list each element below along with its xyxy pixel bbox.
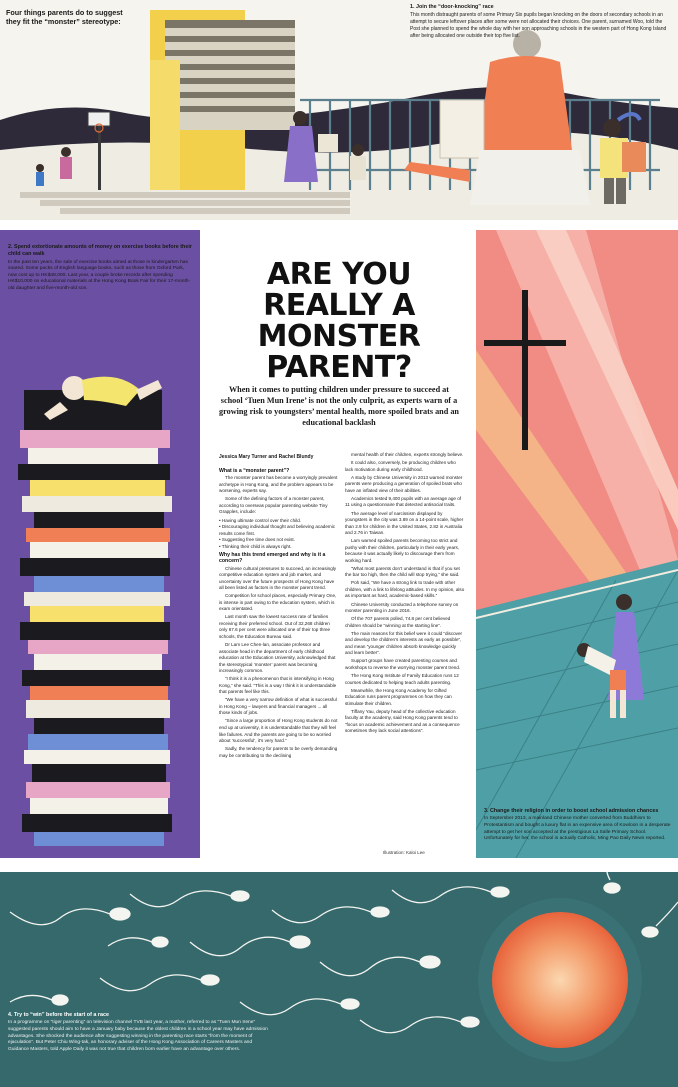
paragraph: Tiffany Yau, deputy head of the collective education faculty at the academy, said Hong Kong parents tend to “focus on academic achievement and as a consequence sometimes they lack social attentions”. [345,708,460,734]
bottom-illustration-band [0,872,678,1087]
caption-body: In September 2013, a mainland Chinese mother converted from Buddhism to Protestantism and bought a luxury flat in an expensive area of Kowloon in a desperate attempt to get her son accepted at the prestigious La Salle Primary School. Unfortunately for her, the school is actually Catholic, Ming Pao Daily News reported. [484,816,671,842]
list-item: • Suggesting free time does not exist. [219,537,295,543]
paragraph: Dr Lam Lee Chen-lan, associate professor and associate head in the department of early childhood education at the Education University, acknowledged that the stereotypical ‘monster’ parent was becoming increasingly common. [219,642,336,674]
paragraph: Support groups have created parenting courses and workshops to reverse the worrying monster parent trend. [345,658,461,670]
right-illustration-panel [476,230,678,858]
section-heading: What is a “monster parent”? [219,468,290,474]
paragraph: Of the 707 parents polled, 74.8 per cent believed children should be “winning at the starting line”. [345,616,451,628]
caption-heading: 4. Try to “win” before the start of a race [8,1012,109,1018]
byline: Jessica Mary Turner and Rachel Blundy [219,454,314,460]
paragraph: Competition for school places, especially Primary One, is intense in part owing to the education system, which is exam orientated. [219,593,337,612]
paragraph: The average level of narcissism displayed by youngsters in the city was 3.89 on a 14-point scale, higher than 2.9 for children in the United States, 2.82 in Australia and 2.76 in Taiwan. [345,510,464,536]
list-item: • Thinking their child is always right. [219,543,292,549]
caption-door-knocking [410,4,672,39]
paragraph: The monster parent has become a worryingly prevalent archetype in Hong Kong, and the problem appears to be worsening, experts say. [219,475,338,494]
article-column-2 [345,452,465,737]
caption-heading: 3. Change their religion in order to boost school admission chances [484,808,659,814]
paragraph: Lam warned spoiled parents becoming too strict and pushy with their children, particularly in their early years, because it was actually likely to discourage them from working hard. [345,538,460,563]
section-heading: Why has this trend emerged and why is it a concern? [219,552,326,565]
caption-heading: 1. Join the “door-knocking” race [410,4,494,10]
paragraph: “What most parents don’t understand is that if you set the bar too high, then the child will stop trying,” she said. [345,565,460,578]
paragraph: It could also, conversely, be producing children who lack motivation during early childhood. [345,460,456,472]
paragraph: “We have a very narrow definition of what is successful in Hong Kong – lawyers and financial managers ... all those kinds of jobs. [219,697,337,716]
headline: ARE YOU REALLY A MONSTER PARENT? [257,257,421,385]
article [205,230,473,858]
paragraph: Academics tested 9,400 pupils with an average age of 11 using a questionnaire that detected antisocial traits. [345,495,462,508]
paragraph: The Hong Kong Institute of Family Education runs 12 courses dedicated to helping teach adults parenting. [345,673,459,685]
paragraph: mental health of their children, experts strongly believe. [351,452,464,457]
paragraph: Chinese cultural pressures to succeed, an increasingly competitive education system and job market, and uncertainty over the future prospects of Hong Kong have all been listed as factors in the monster parent trend. [219,565,337,591]
caption-heading: 2. Spend extortionate amounts of money on exercise books before their child can walk [8,244,192,258]
caption-body: In the past ten years, the sale of exercise books aimed at those in kindergarten has soared. Some packs of English language books, such as those from Oxford Park, now cost up to HK$48,000. Last year, a couple broke records after spending HK$10,000 on educational materials at the Hong Kong Book Fair for their 17-month-old daughter and five-month-old son. [8,259,191,292]
paragraph: A study by Chinese University in 2013 warned monster parents were producing a generation of spoiled brats who have an inflated view of their abilities. [345,474,463,493]
caption-exercise-books [8,244,192,293]
sperm-race-illustration [0,872,678,1087]
book-stack-illustration [0,230,200,858]
caption-body: This month distraught parents of some Primary Six pupils began knocking on the doors of secondary schools in an attempt to secure leftover places after some were not allocated their choices. One parent, surnamed Woo, told the Post she planned to spend the whole day with her son approaching schools in the western part of Hong Kong Island after being allocated one outside their top five list. [410,12,667,39]
paragraph: Poh said, “We have a strong link to trade with other children, with a link to lifelong attitudes. In my opinion, also as important as hard, academic-based skills.” [345,580,465,599]
bullet-list [219,518,339,551]
paragraph: Meanwhile, the Hong Kong Academy for Gifted Education runs parent programmes on how they can stimulate their children. [345,687,452,706]
list-item: • Having ultimate control over their child. [219,517,302,523]
paragraph: “I think it is a phenomenon that is intensifying in Hong Kong,” she said. “This is a way I think it is understandable that parents feel like this. [219,676,337,695]
left-illustration-panel [0,230,200,858]
list-item: • Discouraging individual thought and believing academic results come first. [219,524,336,536]
paragraph: Some of the defining factors of a monster parent, according to overseas popular parenting website Tiny Grapples, include: [219,496,328,515]
paragraph: Chinese University conducted a telephone survey on monster parenting in June 2016. [345,601,459,614]
church-light-illustration [476,230,678,858]
caption-race [8,1012,270,1053]
caption-body: In a programme on “tiger parenting” on television channel TVB last year, a mother, referred to as “Tuen Mun Irene” suggested parents should aim to have a January baby because the oldest children in a school year may have admission advantages. She shocked the audience after suggesting winning in the parenting race starts “from the moment of ejaculation”. But Peter Chiu Wing-tak, an honorary adviser of the Hong Kong Association of Careers Masters and Guidance Masters, told Apple Daily it was not true that children born earlier have an advantage over others. [8,1020,268,1052]
infographic-title: Four things parents do to suggest they fit the “monster” stereotype: [6,8,123,26]
article-column-1 [219,466,339,761]
paragraph: Sadly, the tendency for parents to be overly demanding may be contributing to the declining [219,746,338,758]
caption-religion [484,808,672,843]
paragraph: “Since a large proportion of Hong Kong students do not end up at university, it is understandable that they will feel like failures. And the parents are going to be so worried about ‘successful’, it’s very hard.” [219,718,338,744]
paragraph: The main reasons for this belief were it could “discover and develop the children’s interests as early as possible”, and mean “younger children absorb knowledge quickly and learn better”. [345,630,463,656]
top-illustration-band [0,0,678,220]
illustration-credit: Illustration: Kaloi Lee [383,850,425,855]
paragraph: Last month saw the lowest success rate of families receiving their preferred school. Out of 32,268 children only 67.6 per cent were allocated one of their top three schools, the Education Bureau said. [219,614,331,639]
standfirst: When it comes to putting children under pressure to succeed at school ‘Tuen Mun Irene’ is not the only culprit, as experts warn of a growing risk to youngsters’ mental health, more spoiled brats and an educational backlash [219,385,459,428]
